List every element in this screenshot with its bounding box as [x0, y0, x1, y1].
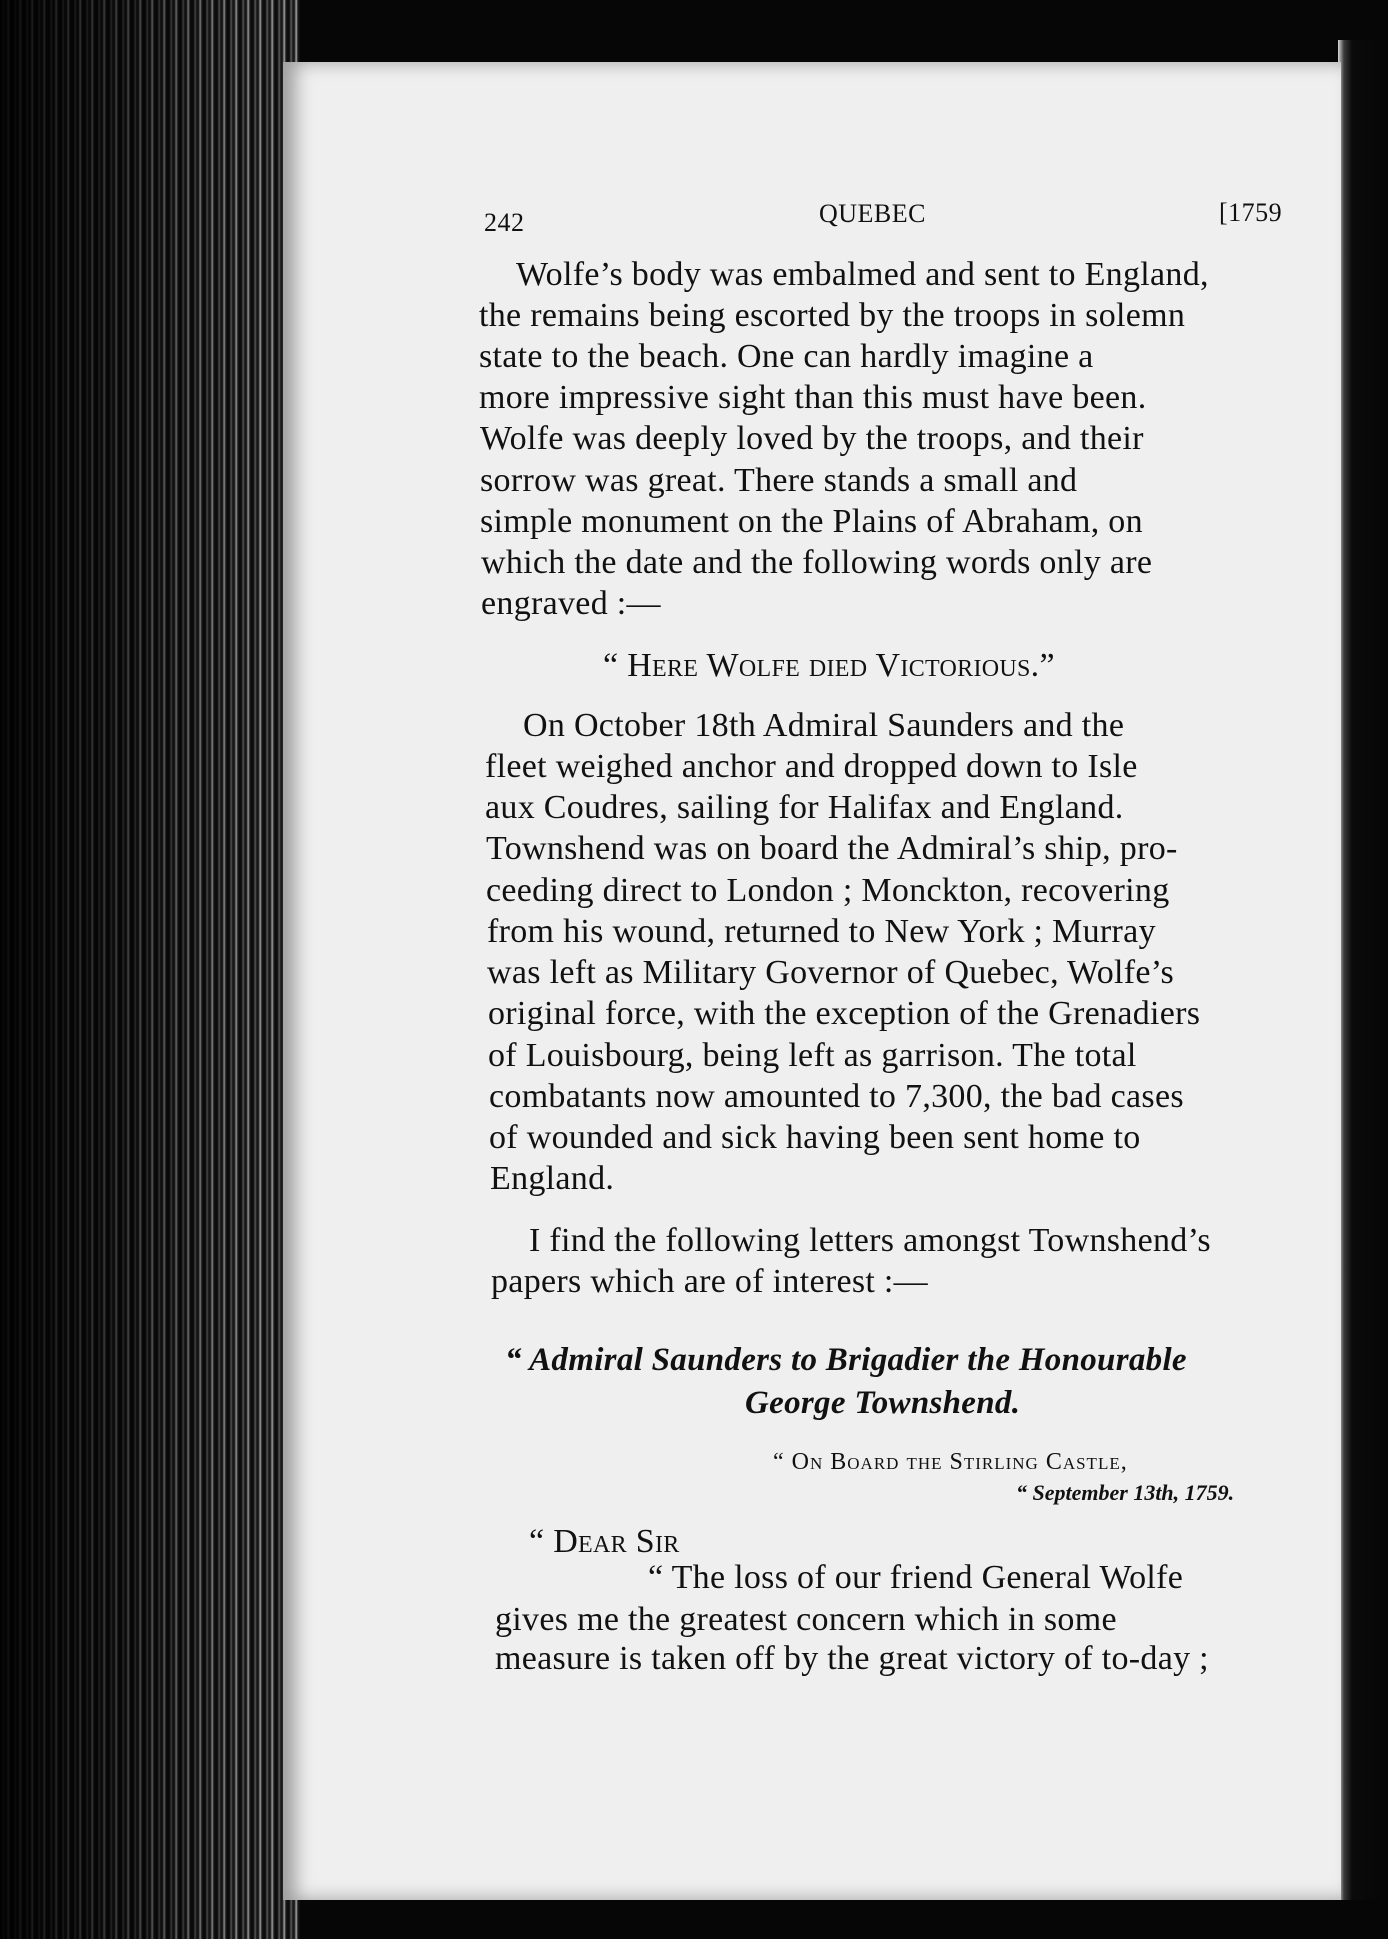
running-title: QUEBEC: [819, 199, 926, 228]
paragraph-1-line: more impressive sight than this must have been.: [479, 379, 1147, 416]
letter-location: “ On Board the Stirling Castle,: [773, 1449, 1128, 1475]
letter-date: “ September 13th, 1759.: [1016, 1480, 1235, 1505]
paragraph-3-line: I find the following letters amongst Townshend’s: [529, 1222, 1211, 1259]
paragraph-2-line: England.: [490, 1160, 615, 1197]
paragraph-2-line: aux Coudres, sailing for Halifax and England.: [485, 789, 1124, 826]
letter-body-line: “ The loss of our friend General Wolfe: [648, 1559, 1184, 1596]
right-page-edge: [1338, 40, 1388, 1900]
paragraph-2-line: Townshend was on board the Admiral’s ship, pro-: [486, 830, 1178, 867]
paragraph-1-line: state to the beach. One can hardly imagine a: [479, 338, 1094, 375]
letter-body-line: gives me the greatest concern which in some: [495, 1601, 1117, 1638]
paragraph-1-line: the remains being escorted by the troops in solemn: [479, 297, 1186, 334]
letter-salutation: “ Dear Sir: [529, 1523, 680, 1560]
paragraph-2-line: of Louisbourg, being left as garrison. The total: [488, 1037, 1137, 1074]
paragraph-3-line: papers which are of interest :—: [491, 1263, 928, 1300]
paragraph-1-line: Wolfe’s body was embalmed and sent to England,: [516, 256, 1209, 293]
letter-heading-line: “ Admiral Saunders to Brigadier the Honourable: [505, 1342, 1187, 1378]
monument-inscription: “ Here Wolfe died Victorious.”: [603, 647, 1055, 684]
paragraph-2-line: was left as Military Governor of Quebec, Wolfe’s: [487, 954, 1175, 991]
paragraph-2-line: fleet weighed anchor and dropped down to Isle: [485, 748, 1138, 785]
paragraph-2-line: On October 18th Admiral Saunders and the: [523, 707, 1125, 744]
paragraph-1-line: which the date and the following words only are: [481, 544, 1153, 581]
letter-heading-line: George Townshend.: [745, 1385, 1021, 1421]
paragraph-2-line: of wounded and sick having been sent home to: [489, 1119, 1141, 1156]
running-year: [1759: [1219, 198, 1283, 227]
paragraph-2-line: original force, with the exception of the Grenadiers: [488, 995, 1201, 1032]
paragraph-1-line: engraved :—: [481, 585, 661, 622]
page-number: 242: [484, 208, 525, 237]
paragraph-2-line: ceeding direct to London ; Monckton, recovering: [486, 872, 1170, 909]
paragraph-1-line: simple monument on the Plains of Abraham, on: [480, 503, 1143, 540]
paragraph-1-line: sorrow was great. There stands a small and: [480, 462, 1078, 499]
paragraph-1-line: Wolfe was deeply loved by the troops, and their: [480, 420, 1144, 457]
paragraph-2-line: combatants now amounted to 7,300, the bad cases: [489, 1078, 1184, 1115]
book-page-edges: [0, 0, 300, 1939]
page: [283, 62, 1341, 1900]
letter-body-line: measure is taken off by the great victory of to-day ;: [495, 1640, 1209, 1677]
paragraph-2-line: from his wound, returned to New York ; Murray: [487, 913, 1156, 950]
